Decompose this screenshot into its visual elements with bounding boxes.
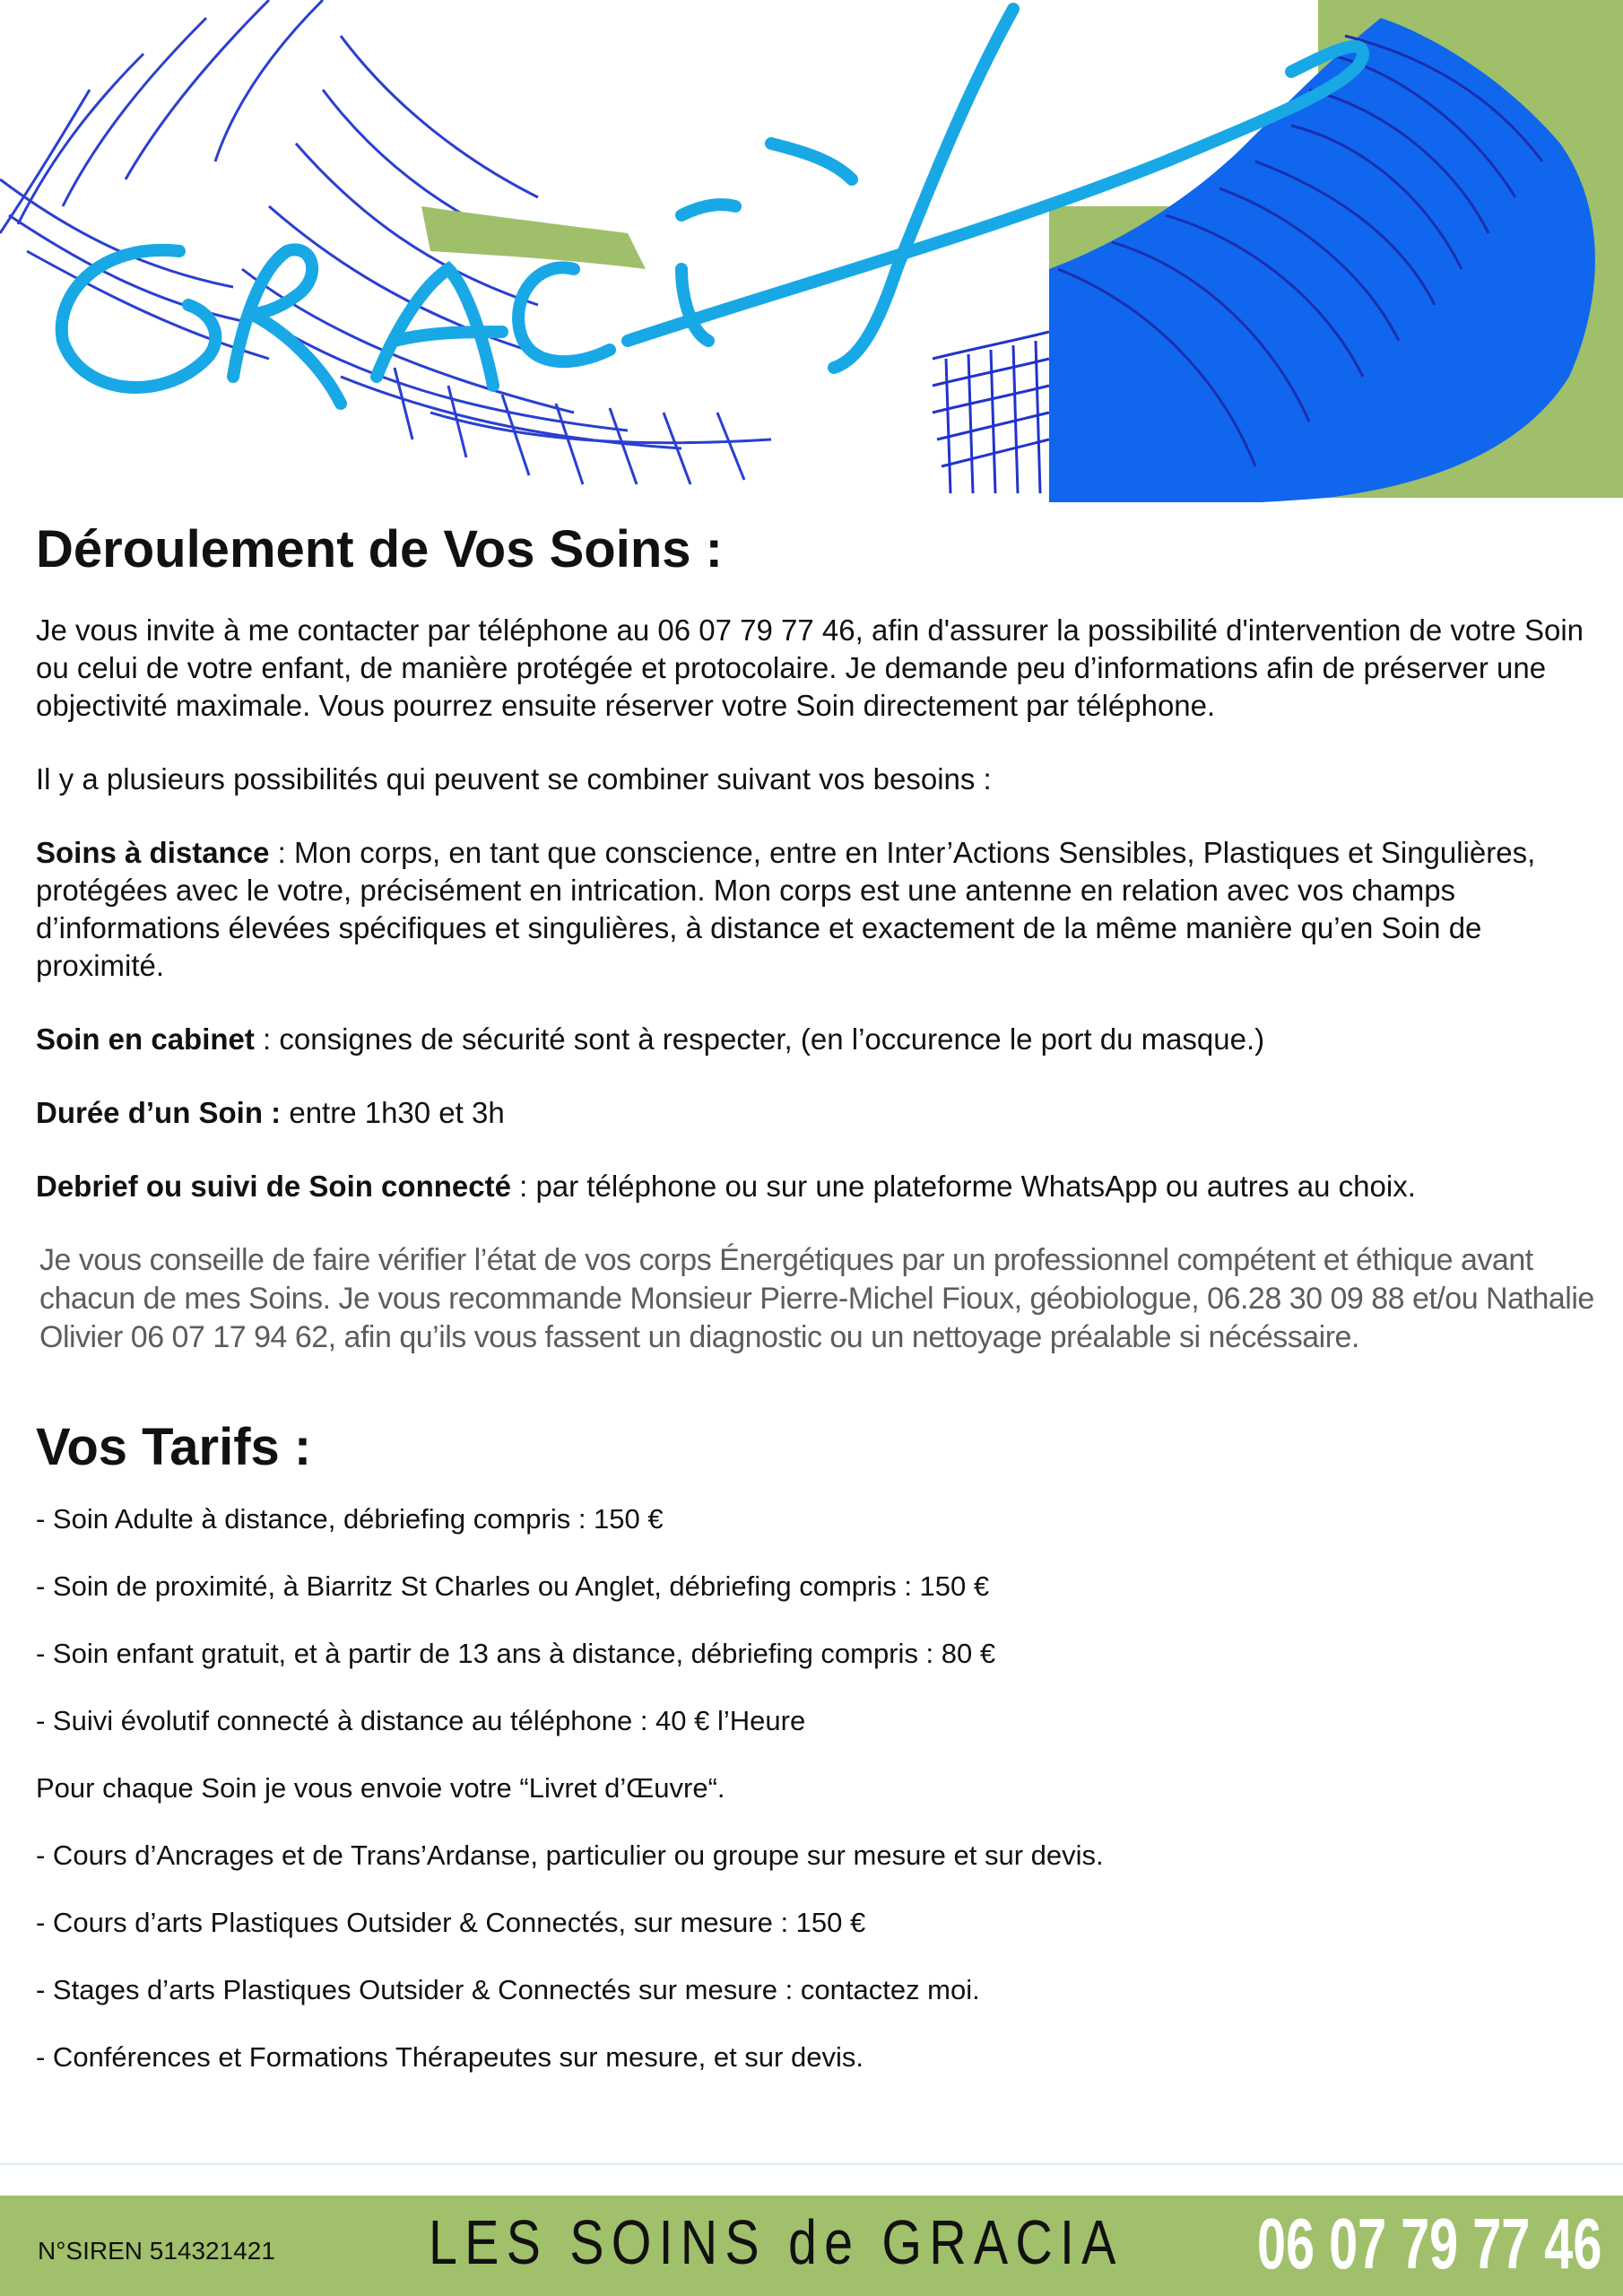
tarifs-list [36,1501,1596,2075]
siren-number: N°SIREN 514321421 [38,2237,275,2265]
distance-text: : Mon corps, en tant que conscience, entre en Inter’Actions Sensibles, Plastiques et Singulières, protégées avec le votre, précisément en intrication. Mon corps est une antenne en relation avec vos champs d’informations élevées spécifiques et singulières, à distance et exactement de la même manière qu’en Soin de proximité. [36,835,1536,982]
distance-label: Soins à distance [36,835,270,869]
cabinet-text: : consignes de sécurité sont à respecter, (en l’occurence le port du masque.) [254,1022,1265,1056]
duree-label: Durée d’un Soin : [36,1095,282,1129]
tarif-item: - Soin de proximité, à Biarritz St Charles ou Anglet, débriefing compris : 150 € [36,1570,990,1603]
duree-text: entre 1h30 et 3h [281,1095,505,1129]
header-banner [0,0,1623,502]
advice-paragraph: Je vous conseille de faire vérifier l’état de vos corps Énergétiques par un professionnel compétent et éthique avant chacun de mes Soins. Je vous recommande Monsieur Pierre-Michel Fioux, géobiologue, 06.28 30 09 88 et/ou Nathalie Olivier 06 07 17 94 62, afin qu’ils vous fassent un diagnostic ou un nettoyage préalable si nécéssaire. [39,1242,1594,1354]
cabinet-label: Soin en cabinet [36,1022,255,1056]
tarif-item: - Soin enfant gratuit, et à partir de 13 ans à distance, débriefing compris : 80 € [36,1638,996,1670]
phone-number: 06 07 79 77 46 [1257,2204,1602,2283]
brand-name: LES SOINS de GRACIA [429,2207,1124,2277]
tarif-item: - Conférences et Formations Thérapeutes sur mesure, et sur devis. [36,2041,864,2074]
footer-divider [0,2163,1623,2165]
tarif-item: Pour chaque Soin je vous envoie votre “Livret d’Œuvre“. [36,1772,725,1805]
footer-bar [0,2196,1623,2296]
tarif-item: - Soin Adulte à distance, débriefing compris : 150 € [36,1503,664,1535]
section-title-soins: Déroulement de Vos Soins : [36,520,723,578]
tarif-item: - Cours d’arts Plastiques Outsider & Connectés, sur mesure : 150 € [36,1907,866,1939]
tarif-item: - Suivi évolutif connecté à distance au téléphone : 40 € l’Heure [36,1705,806,1737]
cabinet-paragraph [36,1021,1596,1058]
possibilities-paragraph: Il y a plusieurs possibilités qui peuvent se combiner suivant vos besoins : [36,761,992,796]
section-title-tarifs: Vos Tarifs : [36,1417,312,1476]
main-content [36,511,1596,2075]
tarif-item: - Stages d’arts Plastiques Outsider & Connectés sur mesure : contactez moi. [36,1974,980,2006]
duree-paragraph [36,1094,1596,1132]
intro-paragraph: Je vous invite à me contacter par téléphone au 06 07 79 77 46, afin d'assurer la possibilité d'intervention de votre Soin ou celui de votre enfant, de manière protégée et protocolaire. Je demande peu d’informations afin de préserver une objectivité maximale. Vous pourrez ensuite réserver votre Soin directement par téléphone. [36,613,1584,722]
gracia-logo-artwork [0,0,1623,502]
distance-paragraph [36,834,1596,985]
debrief-text: : par téléphone ou sur une plateforme WhatsApp ou autres au choix. [510,1169,1416,1203]
debrief-label: Debrief ou suivi de Soin connecté [36,1169,511,1203]
tarif-item: - Cours d’Ancrages et de Trans’Ardanse, particulier ou groupe sur mesure et sur devis. [36,1839,1104,1872]
debrief-paragraph [36,1168,1596,1205]
